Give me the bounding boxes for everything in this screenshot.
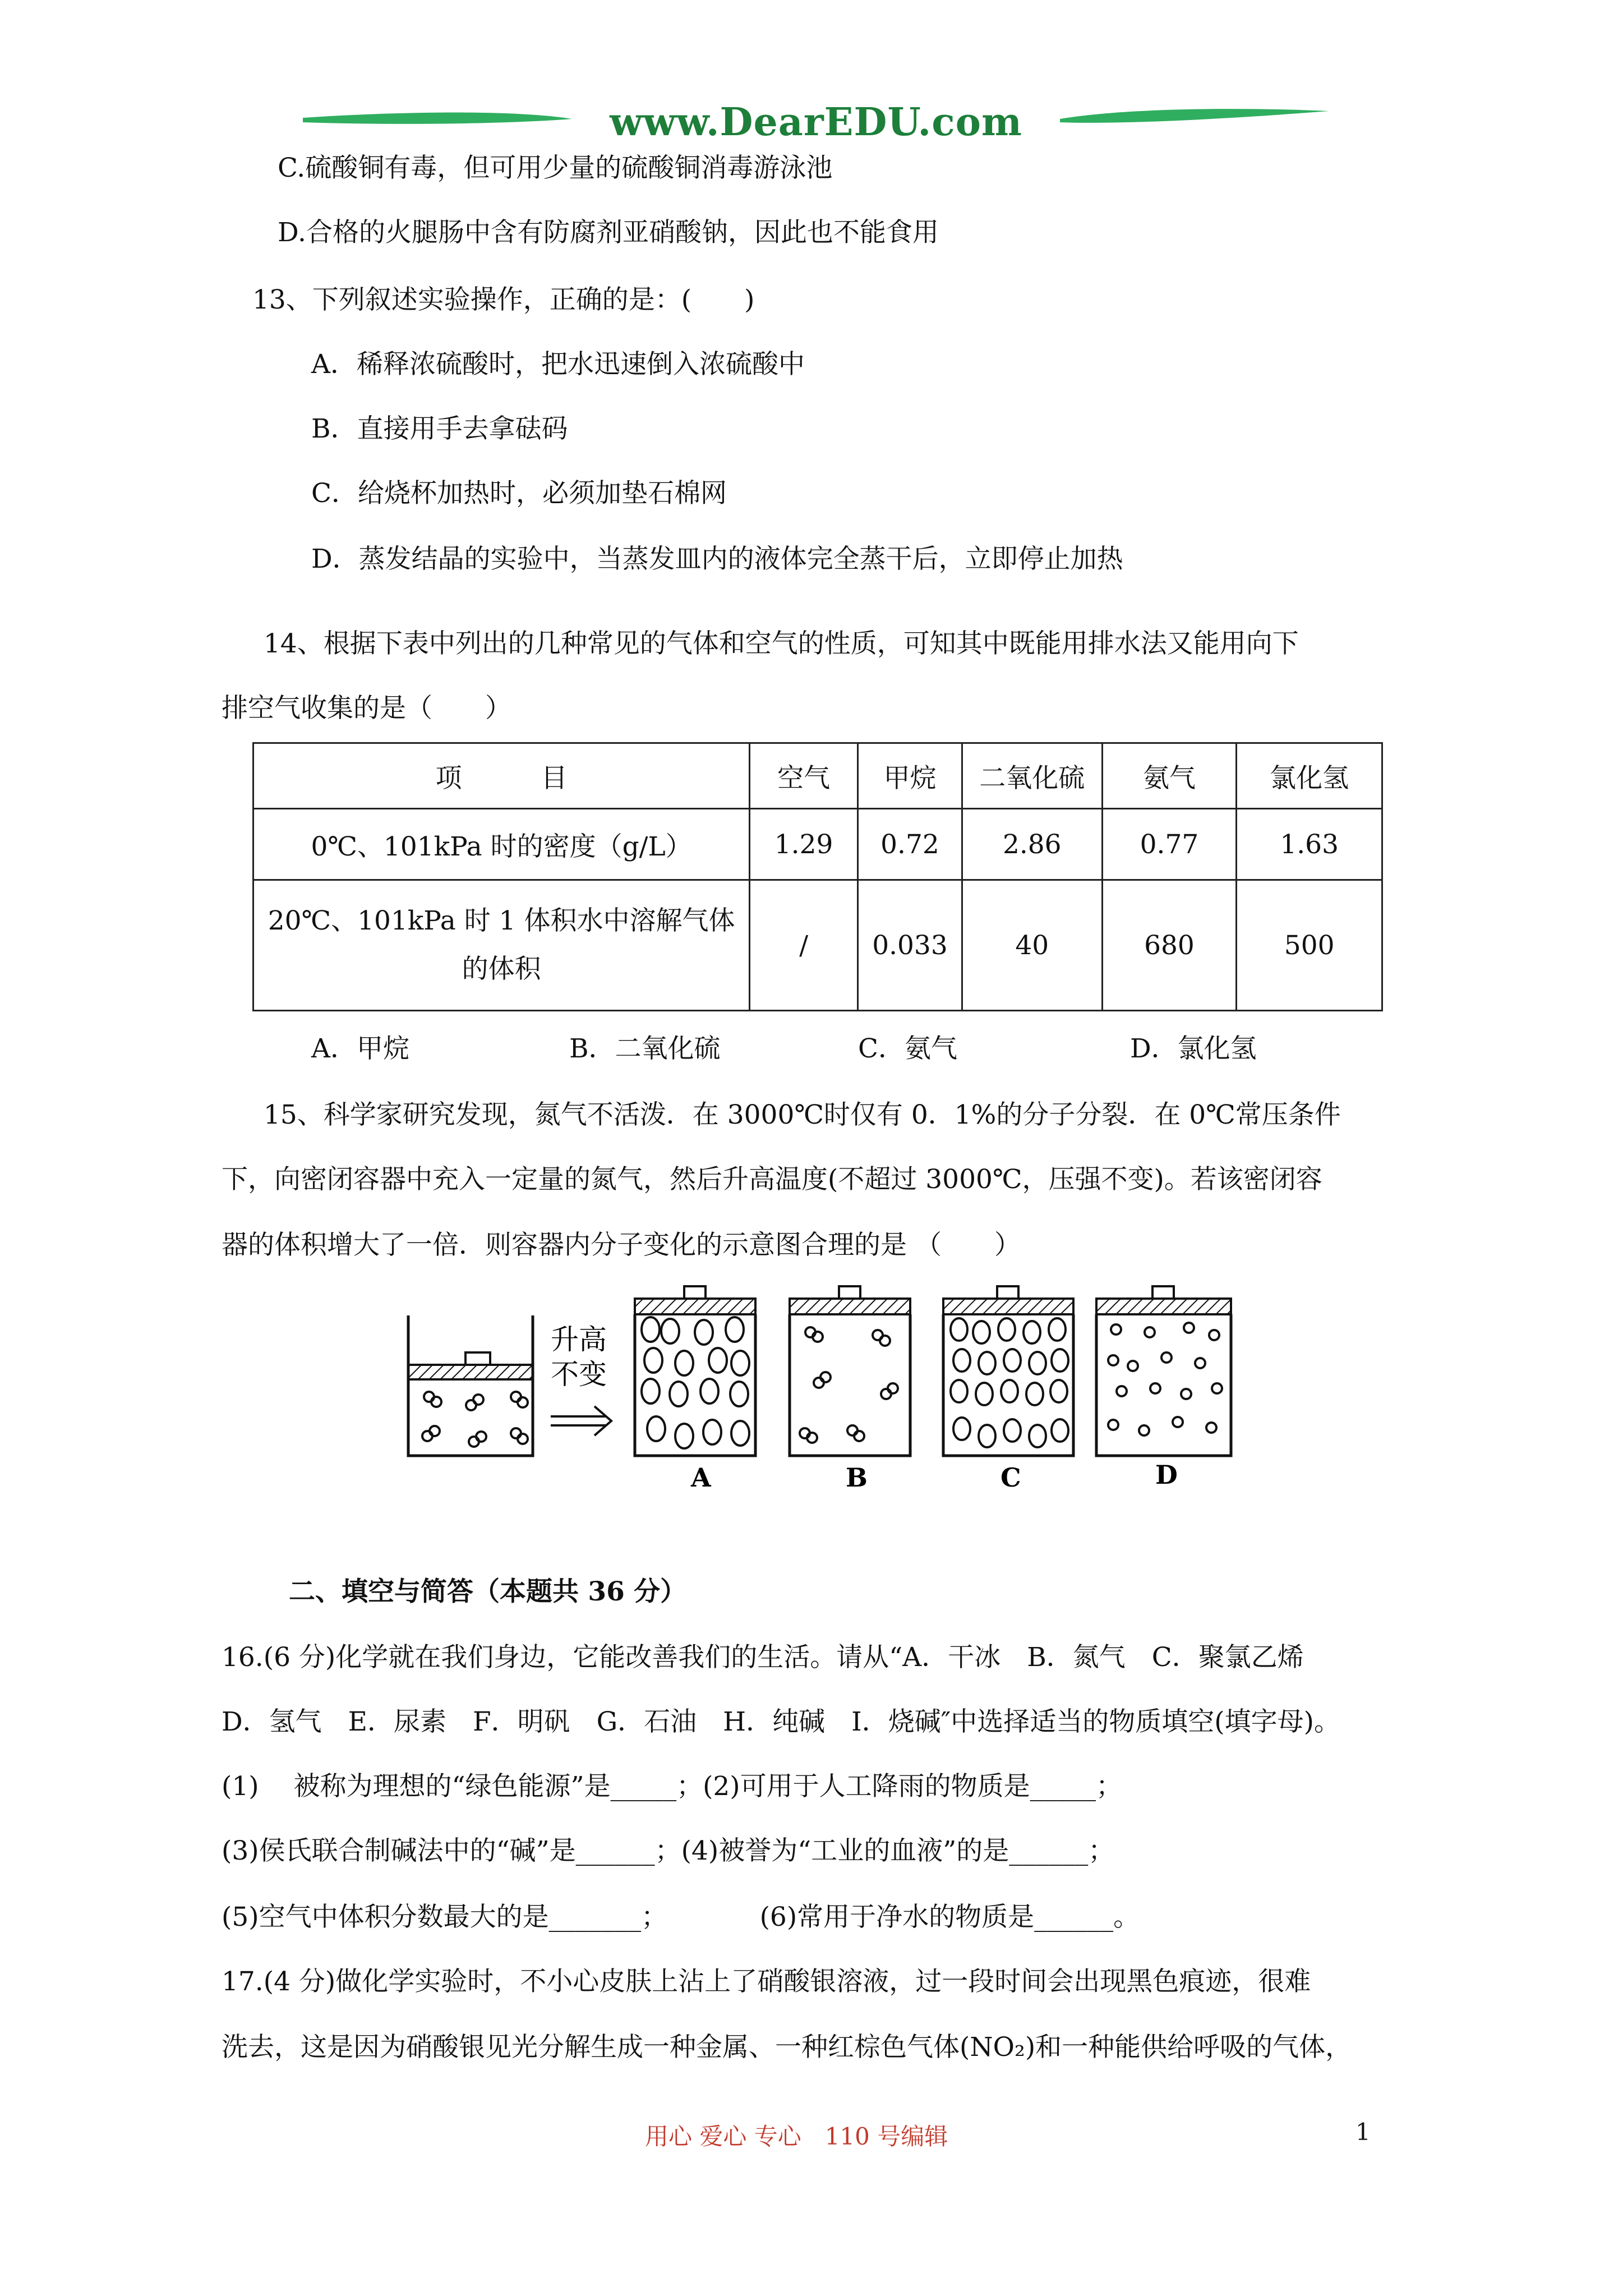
table-cell: 500 — [1237, 880, 1382, 1011]
container-b — [790, 1286, 910, 1456]
container-c — [943, 1286, 1073, 1456]
arrow-label-top: 升高 — [551, 1323, 607, 1356]
q13-option-d: D．蒸发结晶的实验中，当蒸发皿内的液体完全蒸干后，立即停止加热 — [311, 544, 1123, 574]
table-cell: 1.63 — [1237, 809, 1382, 880]
table-cell: 40 — [962, 880, 1102, 1011]
page-number: 1 — [1355, 2118, 1371, 2146]
table-header-cell: 空气 — [750, 743, 858, 809]
page-footer: 用心 爱心 专心 110 号编辑 — [645, 2123, 948, 2150]
page-header — [303, 94, 1329, 145]
q12-option-c: C.硫酸铜有毒，但可用少量的硫酸铜消毒游泳池 — [278, 153, 833, 183]
q14-stem-line1: 14、根据下表中列出的几种常见的气体和空气的性质，可知其中既能用排水法又能用向下 — [264, 628, 1299, 659]
table-cell: 0℃、101kPa 时的密度（g/L） — [253, 809, 750, 880]
table-header-cell: 甲烷 — [858, 743, 962, 809]
table-cell: 0.033 — [858, 880, 962, 1011]
site-brand: www.DearEDU.com — [610, 100, 1022, 145]
section-2-title: 二、填空与简答（本题共 36 分） — [289, 1576, 687, 1607]
label-c: C — [1000, 1462, 1021, 1493]
table-cell: 680 — [1102, 880, 1237, 1011]
table-row — [253, 880, 1382, 1011]
q16-stem-line2: D．氢气 E．尿素 F．明矾 G．石油 H．纯碱 I．烧碱″中选择适当的物质填空(填字母)。 — [222, 1706, 1340, 1737]
q16-blank-3-4: (3)侯氏联合制碱法中的“碱”是______；(4)被誉为“工业的血液”的是______； — [222, 1835, 1115, 1866]
double-arrow-icon — [551, 1406, 611, 1435]
q17-stem-line2: 洗去，这是因为硝酸银见光分解生成一种金属、一种红棕色气体(NO₂)和一种能供给呼吸的气体， — [222, 2032, 1352, 2063]
table-header-cell: 项 目 — [253, 743, 750, 809]
q13-option-c: C．给烧杯加热时，必须加垫石棉网 — [311, 478, 727, 509]
table-header-cell: 二氧化硫 — [962, 743, 1102, 809]
table-header-cell: 氯化氢 — [1237, 743, 1382, 809]
label-a: A — [691, 1462, 711, 1493]
table-cell: 0.72 — [858, 809, 962, 880]
q13-option-b: B．直接用手去拿砝码 — [311, 413, 568, 444]
table-header-cell: 氨气 — [1102, 743, 1237, 809]
q15-stem-line3: 器的体积增大了一倍．则容器内分子变化的示意图合理的是 （ ） — [222, 1230, 1021, 1260]
label-d: D — [1155, 1460, 1178, 1490]
container-d — [1096, 1286, 1231, 1456]
q16-stem-line1: 16.(6 分)化学就在我们身边，它能改善我们的生活。请从“A．干冰 B．氮气 C．聚氯乙烯 — [222, 1642, 1304, 1673]
q17-stem-line1: 17.(4 分)做化学实验时，不小心皮肤上沾上了硝酸银溶液，过一段时间会出现黑色痕迹，很难 — [222, 1966, 1311, 1997]
q14-stem-line2: 排空气收集的是（ ） — [222, 693, 511, 724]
q14-option-b: B．二氧化硫 — [569, 1033, 721, 1064]
table-header-row — [253, 743, 1382, 809]
q15-stem-line1: 15、科学家研究发现，氮气不活泼．在 3000℃时仅有 0．1%的分子分裂．在 0℃常压条件 — [264, 1099, 1341, 1130]
molecule-container-diagram — [404, 1282, 1239, 1501]
q13-stem: 13、下列叙述实验操作，正确的是：( ) — [252, 284, 755, 315]
q14-option-a: A．甲烷 — [311, 1033, 409, 1064]
table-cell: 0.77 — [1102, 809, 1237, 880]
q16-blank-5-6: (5)空气中体积分数最大的是_______； (6)常用于净水的物质是______。 — [222, 1902, 1140, 1932]
q12-option-d: D.合格的火腿肠中含有防腐剂亚硝酸钠，因此也不能食用 — [278, 217, 939, 248]
q14-option-d: D．氯化氢 — [1130, 1033, 1257, 1064]
gas-properties-table — [252, 742, 1383, 1011]
initial-container — [408, 1315, 533, 1456]
table-row — [253, 809, 1382, 880]
table-cell: / — [750, 880, 858, 1011]
q13-option-a: A．稀释浓硫酸时，把水迅速倒入浓硫酸中 — [311, 349, 805, 380]
q16-blank-1-2: (1) 被称为理想的“绿色能源”是_____；(2)可用于人工降雨的物质是_____； — [222, 1771, 1123, 1802]
q14-option-c: C．氨气 — [858, 1033, 957, 1064]
table-cell: 1.29 — [750, 809, 858, 880]
container-a — [635, 1286, 755, 1456]
table-cell: 2.86 — [962, 809, 1102, 880]
label-b: B — [846, 1462, 868, 1493]
q15-stem-line2: 下，向密闭容器中充入一定量的氮气，然后升高温度(不超过 3000℃，压强不变)。若该密闭容 — [222, 1164, 1322, 1195]
table-cell: 20℃、101kPa 时 1 体积水中溶解气体的体积 — [253, 880, 750, 1011]
arrow-label-bottom: 不变 — [551, 1358, 607, 1391]
